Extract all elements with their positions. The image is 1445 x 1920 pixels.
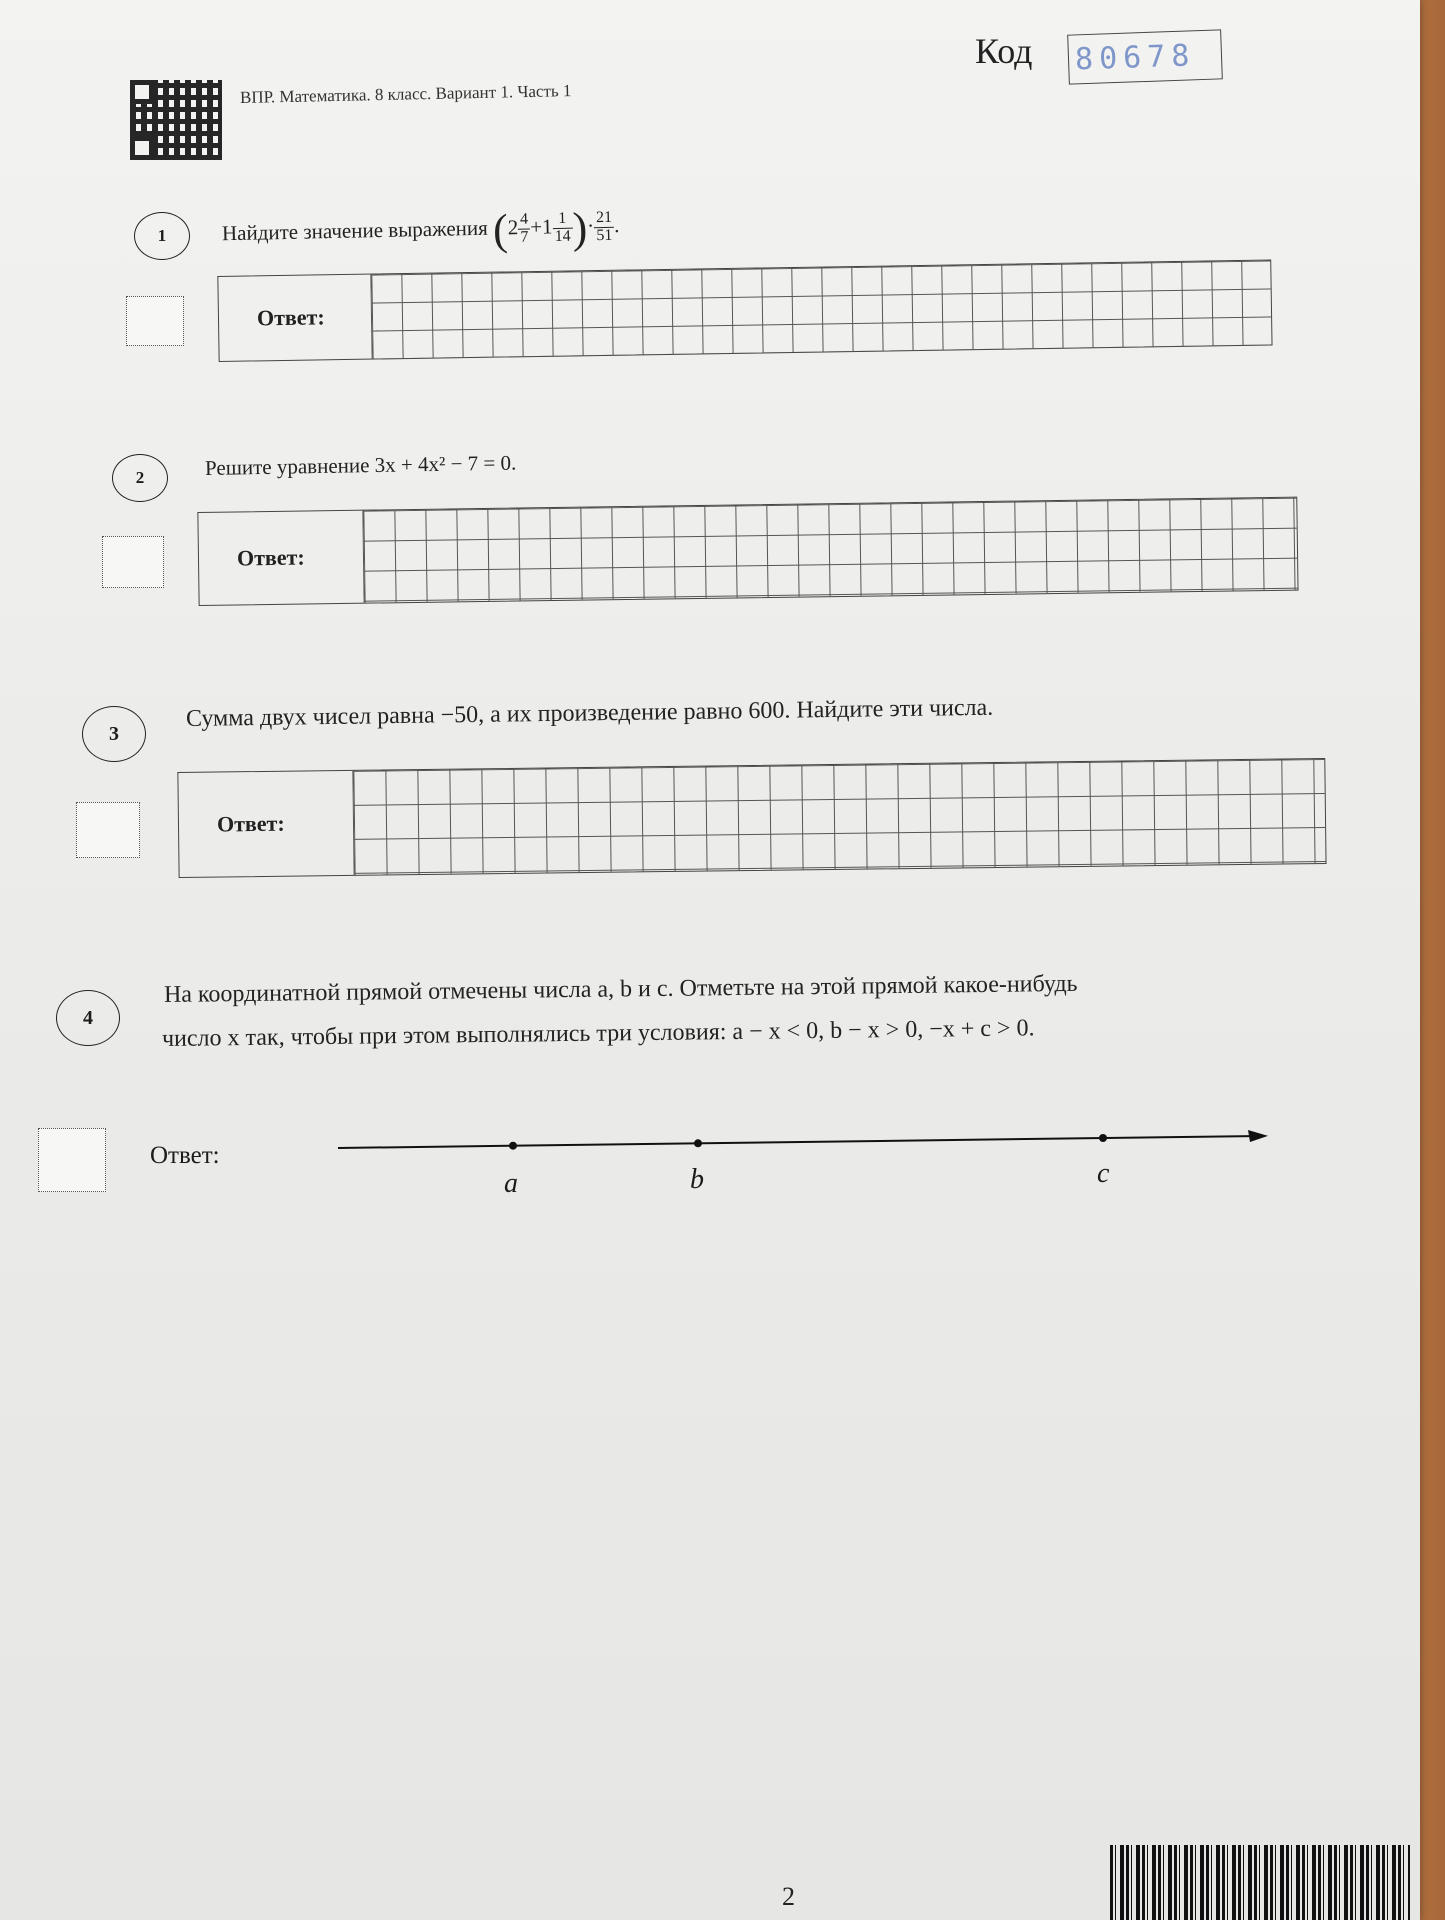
task-1-answer-label: Ответ: — [256, 304, 325, 331]
task-4-score-box[interactable] — [38, 1128, 106, 1192]
task-4-text-line-2: число x так, чтобы при этом выполнялись три условия: a − x < 0, b − x > 0, −x + c > 0. — [161, 1015, 1035, 1052]
point-c-marker — [1099, 1134, 1107, 1142]
task-4-answer-label: Ответ: — [150, 1142, 220, 1169]
point-c-label: c — [1097, 1158, 1110, 1189]
point-a-marker — [509, 1142, 517, 1150]
barcode — [1110, 1845, 1410, 1920]
point-b-label: b — [690, 1164, 704, 1195]
frac-3-num: 21 — [594, 210, 614, 228]
expr-end: . — [613, 212, 620, 238]
number-line-axis — [338, 1136, 1260, 1148]
fraction-2 — [552, 211, 573, 246]
number-line[interactable] — [338, 1130, 1268, 1180]
task-1-number: 1 — [134, 212, 190, 260]
paren-close-icon: ) — [572, 203, 588, 253]
task-1-score-box[interactable] — [126, 296, 184, 346]
expr-whole: 2 — [507, 215, 519, 240]
frac-1-den: 7 — [520, 228, 529, 246]
task-3-answer-label: Ответ: — [216, 810, 285, 837]
qr-code — [130, 80, 222, 160]
task-3-answer-frame[interactable] — [177, 758, 1326, 878]
task-1-prompt: Найдите значение выражения — [221, 215, 489, 246]
task-3-score-box[interactable] — [76, 802, 140, 858]
page-number: 2 — [782, 1882, 795, 1911]
task-3-number: 3 — [82, 706, 146, 762]
fraction-1 — [518, 212, 531, 247]
point-b-marker — [694, 1139, 702, 1147]
frac-1-num: 4 — [518, 212, 530, 230]
task-2-answer-grid[interactable] — [362, 498, 1297, 603]
task-1-answer-grid[interactable] — [370, 260, 1271, 358]
arrow-head-icon — [1248, 1130, 1268, 1142]
task-3-text: Сумма двух чисел равна −50, а их произведение равно 600. Найдите эти числа. — [185, 694, 994, 732]
kod-label: Код — [975, 31, 1033, 71]
paren-open-icon: ( — [492, 205, 509, 255]
point-a-label: a — [504, 1168, 518, 1199]
kod-input[interactable]: 80678 — [1067, 29, 1223, 84]
expr-plus: +1 — [529, 214, 553, 239]
header-title: ВПР. Математика. 8 класс. Вариант 1. Часть 1 — [239, 81, 572, 107]
task-2-answer-label: Ответ: — [236, 544, 305, 571]
task-3-answer-grid[interactable] — [352, 759, 1325, 875]
fraction-3 — [594, 210, 615, 245]
task-1-answer-frame[interactable] — [217, 259, 1272, 362]
task-2-number: 2 — [112, 454, 168, 502]
task-4-number: 4 — [56, 990, 120, 1046]
task-2-score-box[interactable] — [102, 536, 164, 588]
task-1-text: Найдите значение выражения (2 $\frac{4}{7}$ +1 $\frac{1}{14}$ )· $\frac{21}{51}$ . — [221, 203, 620, 255]
frac-2-num: 1 — [552, 211, 572, 229]
task-2-text: Решите уравнение 3x + 4x² − 7 = 0. — [204, 450, 517, 480]
frac-3-den: 51 — [596, 226, 613, 245]
task-4-text-line-1: На координатной прямой отмечены числа a, b и c. Отметьте на этой прямой какое-нибудь — [163, 970, 1078, 1008]
task-2-answer-frame[interactable] — [197, 497, 1298, 606]
frac-2-den: 14 — [554, 227, 571, 246]
